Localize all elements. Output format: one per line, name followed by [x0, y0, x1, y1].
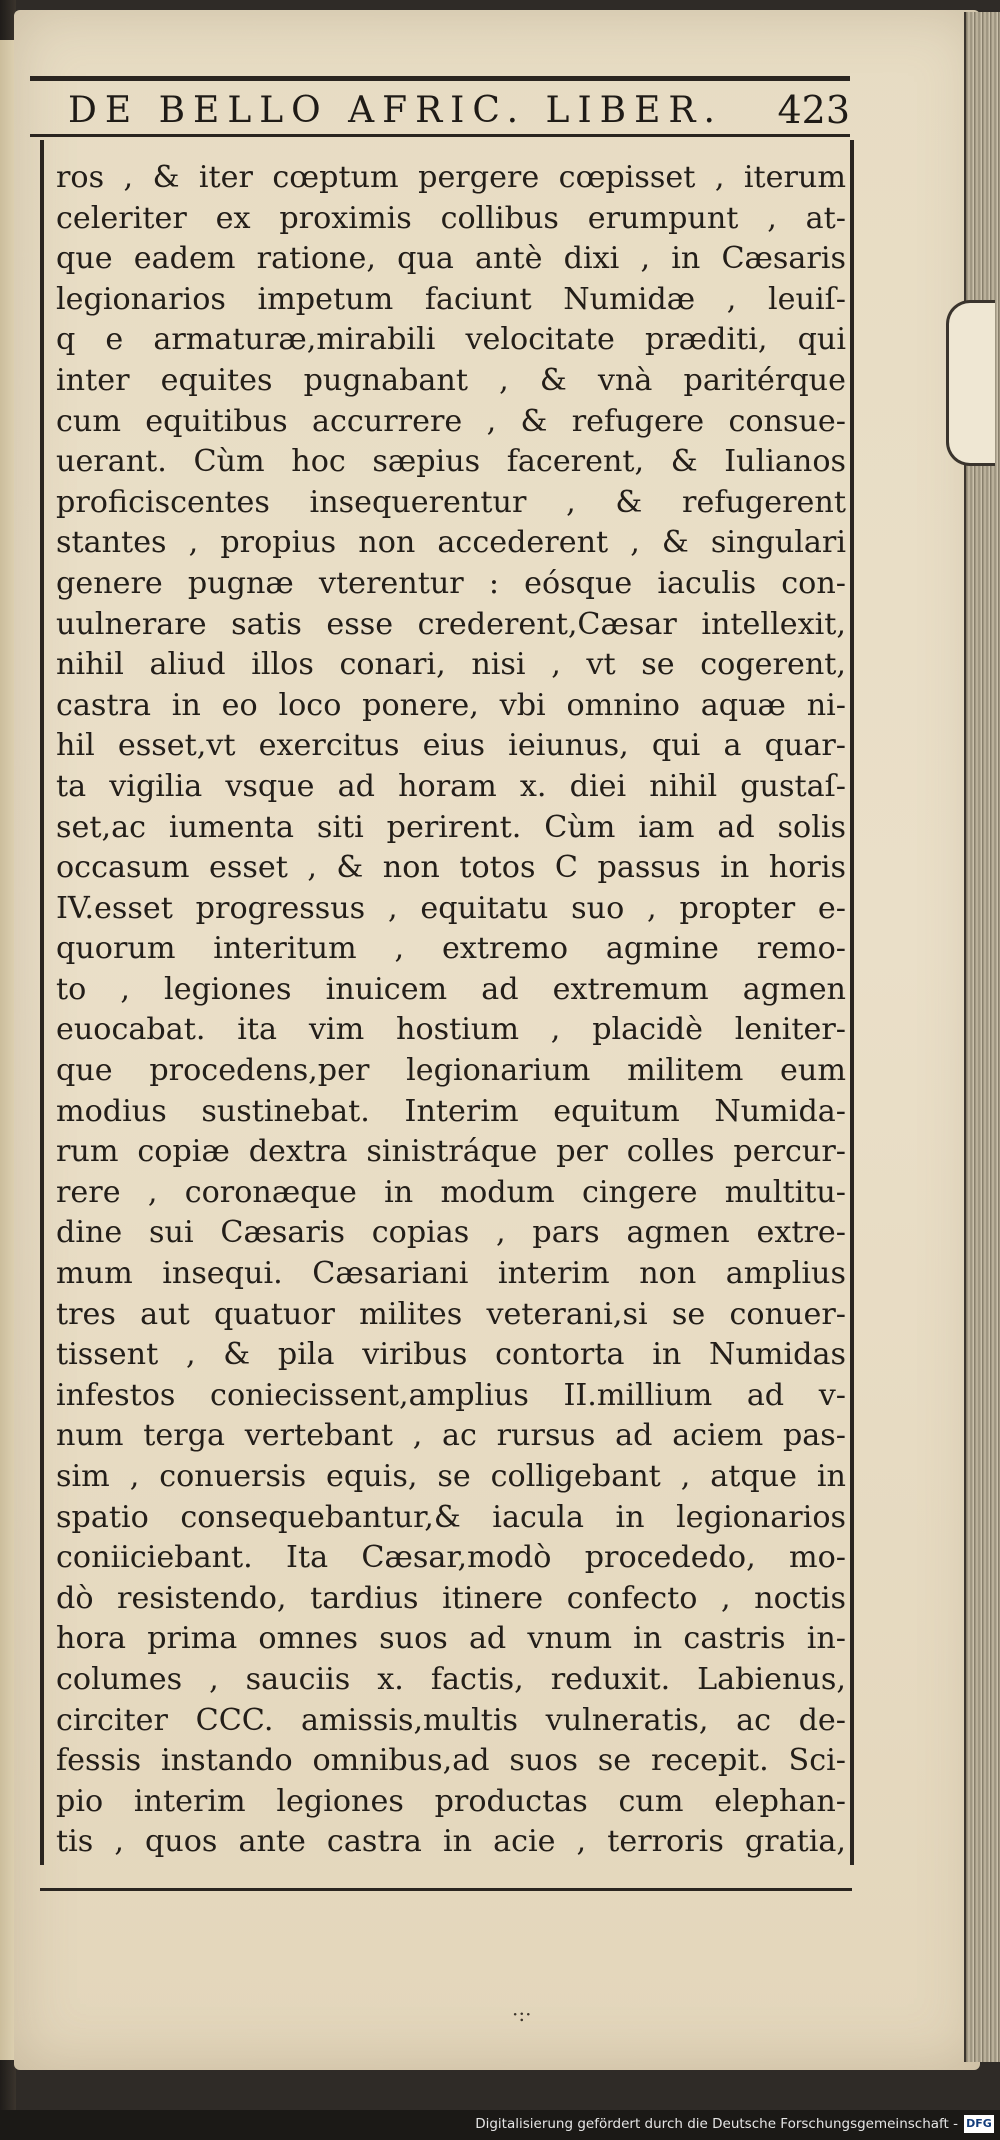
text-line: IV.esset progressus , equitatu suo , propter e- — [56, 890, 846, 926]
text-line: genere pugnæ vterentur : eósque iaculis con- — [56, 565, 846, 601]
text-line: uulnerare satis esse crederent,Cæsar intellexit, — [56, 606, 846, 642]
text-line: nihil aliud illos conari, nisi , vt se cogerent, — [56, 647, 846, 683]
text-line: proficiscentes insequerentur , & refugerent — [56, 484, 846, 520]
text-line: ros , & iter cœptum pergere cœpisset , iterum — [56, 160, 846, 195]
text-line: set,ac iumenta siti perirent. Cùm iam ad solis — [56, 809, 846, 845]
header-rule-bottom — [30, 134, 850, 137]
text-line: spatio consequebantur,& iacula in legionarios — [56, 1499, 846, 1535]
text-line: inter equites pugnabant , & vnà paritérque — [56, 362, 846, 398]
text-line: dine sui Cæsaris copias , pars agmen extre- — [56, 1215, 846, 1251]
page-tab — [946, 300, 995, 466]
running-head — [40, 78, 850, 138]
text-line: rere , coronæque in modum cingere multitu- — [56, 1174, 846, 1210]
text-line: columes , sauciis x. factis, reduxit. Labienus, — [56, 1661, 846, 1697]
text-line: circiter CCC. amissis,multis vulneratis, ac de- — [56, 1702, 846, 1738]
text-line: euocabat. ita vim hostium , placidè leniter- — [56, 1012, 846, 1048]
text-line: occasum esset , & non totos C passus in horis — [56, 850, 846, 886]
printer-mark: ·:· — [512, 2002, 532, 2026]
text-line: tissent , & pila viribus contorta in Numidas — [56, 1337, 846, 1373]
text-line: ta vigilia vsque ad horam x. diei nihil gustaſ- — [56, 768, 846, 804]
text-line: que eadem ratione, qua antè dixi , in Cæsaris — [56, 241, 846, 277]
text-line: hil esset,vt exercitus eius ieiunus, qui a quar- — [56, 728, 846, 764]
text-line: quorum interitum , extremo agmine remo- — [56, 931, 846, 967]
text-line: rum copiæ dextra sinistráque per colles percur- — [56, 1134, 846, 1170]
text-line: modius sustinebat. Interim equitum Numida- — [56, 1093, 846, 1129]
text-line: stantes , propius non accederent , & singulari — [56, 525, 846, 561]
text-line: que procedens,per legionarium militem eum — [56, 1053, 846, 1089]
text-line: hora prima omnes suos ad vnum in castris in- — [56, 1621, 846, 1657]
page-number: 423 — [777, 88, 850, 132]
text-line: infestos coniecissent,amplius II.millium ad v- — [56, 1377, 846, 1413]
text-line: to , legiones inuicem ad extremum agmen — [56, 971, 846, 1007]
text-line: sim , conuersis equis, se colligebant , atque in — [56, 1459, 846, 1494]
text-line: fessis instando omnibus,ad suos se recepit. Sci- — [56, 1743, 846, 1779]
digitization-credit: Digitalisierung gefördert durch die Deutsche Forschungsgemeinschaft - — [475, 2116, 958, 2132]
text-line: mum insequi. Cæsariani interim non amplius — [56, 1256, 846, 1292]
bottom-rule — [40, 1888, 852, 1891]
text-line: tis , quos ante castra in acie , terroris gratia, — [56, 1824, 846, 1860]
text-line: num terga vertebant , ac rursus ad aciem pas- — [56, 1418, 846, 1454]
text-line: cum equitibus accurrere , & refugere consue- — [56, 403, 846, 439]
text-line: legionarios impetum faciunt Numidæ , leuiſ- — [56, 281, 846, 317]
text-line: dò resistendo, tardius itinere confecto , noctis — [56, 1580, 846, 1616]
text-line: celeriter ex proximis collibus erumpunt , at- — [56, 200, 846, 236]
running-head-title: DE BELLO AFRIC. LIBER. — [68, 90, 723, 131]
text-line: q e armaturæ,mirabili velocitate præditi, qui — [56, 322, 846, 358]
text-line: coniiciebant. Ita Cæsar,modò procededo, mo- — [56, 1540, 846, 1576]
text-line: uerant. Cùm hoc sæpius facerent, & Iulianos — [56, 444, 846, 480]
body-text — [56, 158, 846, 1863]
text-line: tres aut quatuor milites veterani,si se conuer- — [56, 1296, 846, 1332]
text-line: castra in eo loco ponere, vbi omnino aquæ ni- — [56, 687, 846, 723]
dfg-logo: DFG — [964, 2115, 994, 2133]
text-line: pio interim legiones productas cum elephan- — [56, 1783, 846, 1819]
